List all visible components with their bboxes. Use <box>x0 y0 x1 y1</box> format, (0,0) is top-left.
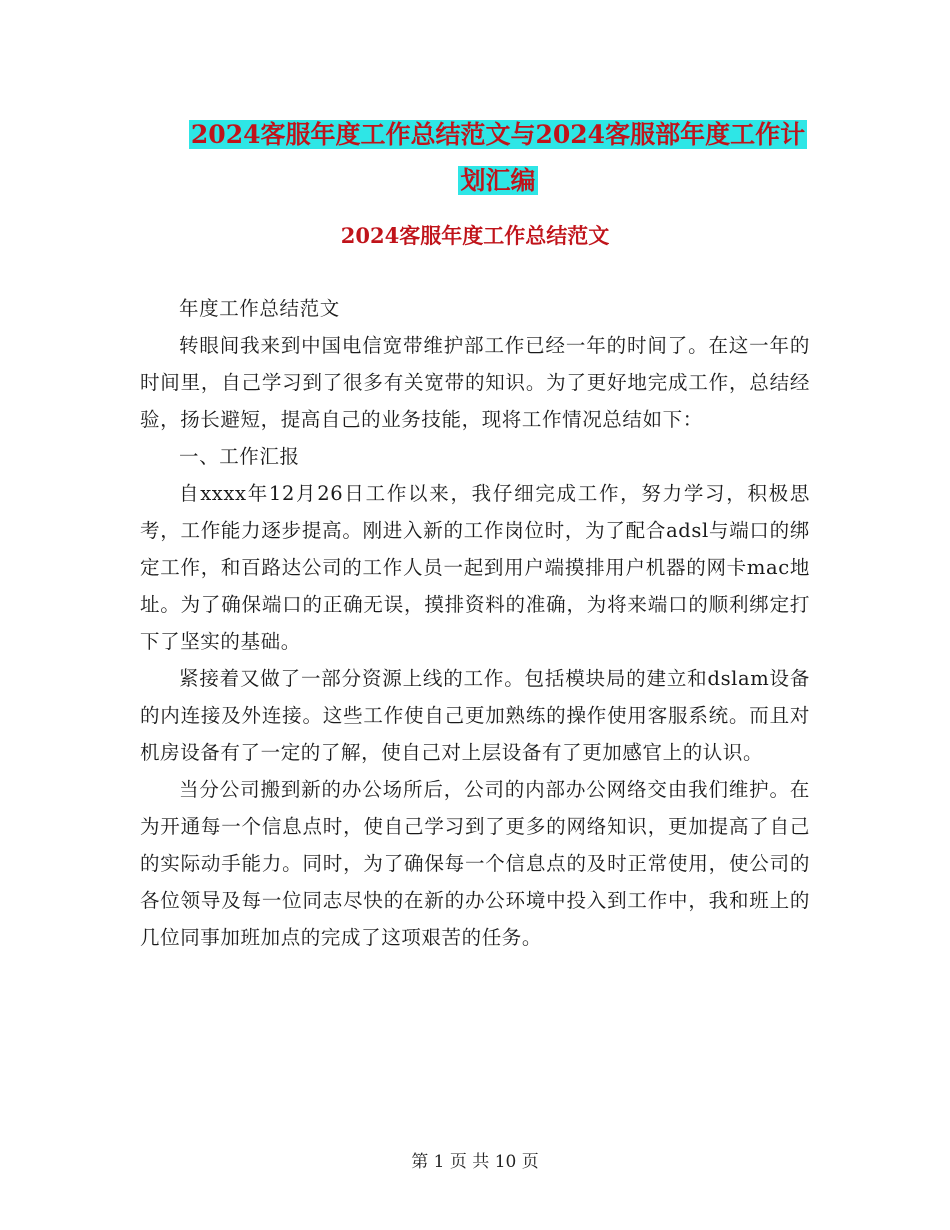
document-title <box>140 112 856 204</box>
paragraph: 转眼间我来到中国电信宽带维护部工作已经一年的时间了。在这一年的时间里，自己学习到了很多有关宽带的知识。为了更好地完成工作，总结经验，扬长避短，提高自己的业务技能，现将工作情况总结如下： <box>140 334 810 431</box>
section-heading: 一、工作汇报 <box>179 445 300 468</box>
title-line-1: 2024客服年度工作总结范文与2024客服部年度工作计 <box>190 120 806 149</box>
paragraph: 当分公司搬到新的办公场所后，公司的内部办公网络交由我们维护。在为开通每一个信息点时，使自己学习到了更多的网络知识，更加提高了自己的实际动手能力。同时，为了确保每一个信息点的及时正常使用，使公司的各位领导及每一位同志尽快的在新的办公环境中投入到工作中，我和班上的几位同事加班加点的完成了这项艰苦的任务。 <box>140 778 810 949</box>
paragraph: 年度工作总结范文 <box>179 297 340 320</box>
section-title: 2024客服年度工作总结范文 <box>340 223 610 248</box>
document-body <box>140 290 810 956</box>
paragraph: 自xxxx年12月26日工作以来，我仔细完成工作，努力学习，积极思考，工作能力逐步提高。刚进入新的工作岗位时，为了配合adsl与端口的绑定工作，和百路达公司的工作人员一起到用户端摸排用户机器的网卡mac地址。为了确保端口的正确无误，摸排资料的准确，为将来端口的顺利绑定打下了坚实的基础。 <box>140 482 810 653</box>
page-footer: 第 1 页 共 10 页 <box>411 1152 539 1172</box>
title-line-2: 划汇编 <box>460 166 536 195</box>
paragraph: 紧接着又做了一部分资源上线的工作。包括模块局的建立和dslam设备的内连接及外连接。这些工作使自己更加熟练的操作使用客服系统。而且对机房设备有了一定的了解，使自己对上层设备有了更加感官上的认识。 <box>140 667 810 764</box>
